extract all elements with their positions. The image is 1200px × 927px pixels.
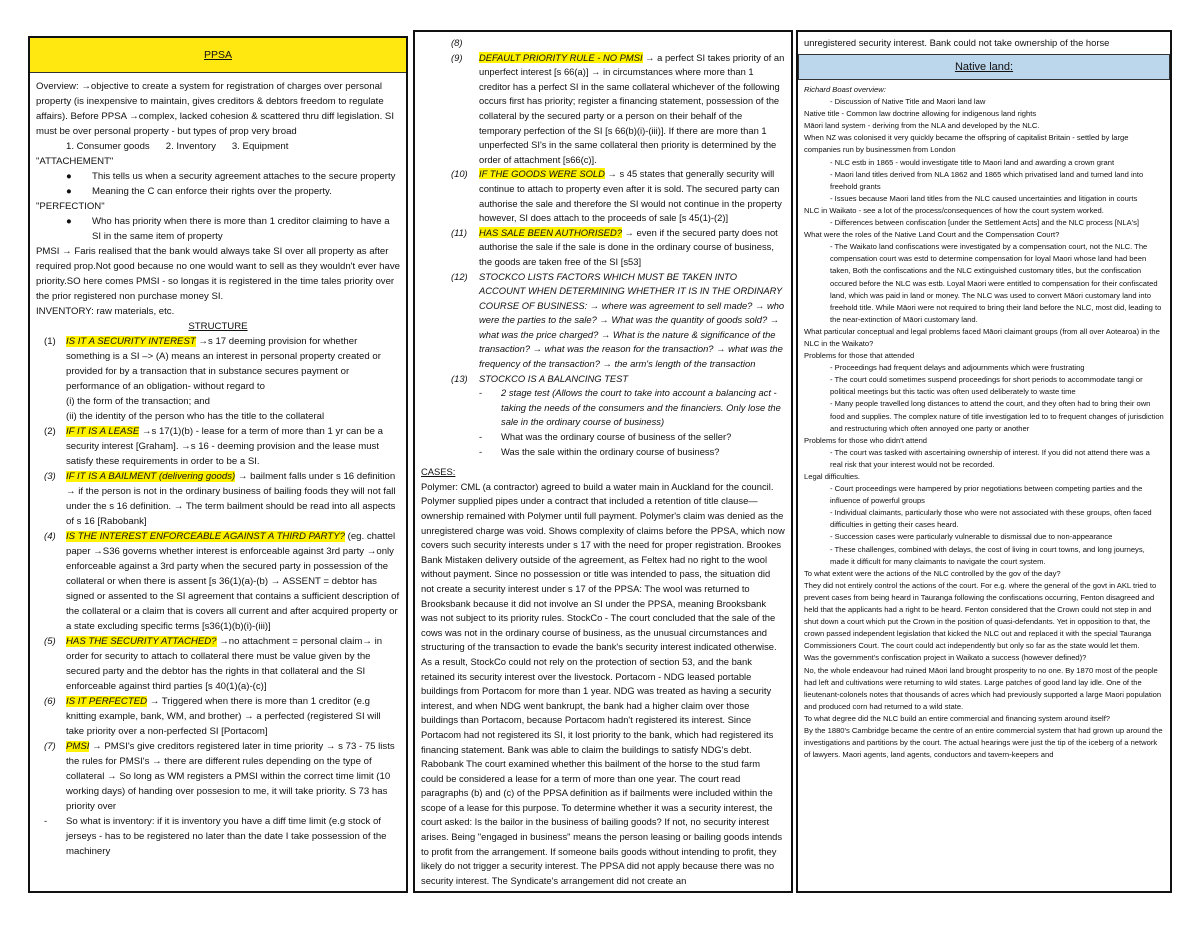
- sub-item: (i) the form of the transaction; and: [66, 396, 210, 407]
- column-priority: [413, 30, 793, 893]
- bullet-item: ● Who has priority when there is more than 1 creditor claiming to have a SI in the same item of property: [66, 216, 390, 242]
- question-line: No, the whole endeavour had ruined Māori land brought prosperity to no one. By 1870 most of the people had left and cultivations were returning to wild states. Large patches of good land lay idle. One of the lieutenant-colonels notes that thousands of acres which had previously supported a large Maori population and produced corn had returned to a wild state.: [804, 665, 1162, 711]
- cases-text: Polymer: CML (a contractor) agreed to build a water main in Auckland for the council. Polymer supplied pipes under a contract that included a retention of title clause—ownership remained with Polymer until full payment. Polymer's claim was denied as the unregistered charge was void. Shows complexity of claims before the PPSA, which now covers such security interests under s 17 with the need for proper registration. Brookes Bank Mistaken delivery outside of the agreement, as Feltex had no right to the wool without payment. Since no possession or title was intended to pass, the situation did not create a security interest under s 17 of the PPSA: The wool was returned to Brooksbank because it did not involve an SI under the PPSA, meaning Brooksbank was not subject to its priority rules. StockCo - The court concluded that the sale of the cows was not in the ordinary course of business, as the unusual circumstances and structuring of the transaction to evade the bank's security interest indicated otherwise. As a result, StockCo could not rely on the protection of section 53, and the bank retained its security interest over the livestock. Portacom - NDG leased portable buildings from Portacom for more than 1 year. NDG was treated as having a security interest, and when NDG went bankrupt, the bank had a higher claim over those buildings than Portacom, because Portacom hadn't registered its interest. Since Portacom had not registered its SI, it lost priority to the bank, which had registered its financing statement. Bank was able to claim the buildings to satisfy NDG's debt. Rabobank The court examined whether this bailment of the horse to the stud farm could be considered a lease for a term of more than one year. The court read paragraphs (b) and (c) of the PPSA definition as if bailments were included within the scope of a lease for this purpose. To determine whether it was a security interest, the court asked: Is the bailor in the business of bailing goods? If not, no security interest arises. Being "engaged in business" means the person leasing or bailing goods intends to profit from the arrangement. If someone bails goods without intending to profit, they likely do not trigger a security interest. The PPSA did not apply because there was no security interest. The Syndicate's arrangement did not create an: [421, 480, 785, 886]
- dash-item: - 2 stage test (Allows the court to take into account a balancing act - taking the needs of the consumers and the financiers. Only lose the sale in the ordinary course of business): [479, 387, 781, 428]
- column-ppsa: [28, 36, 408, 893]
- structure-item: (8): [451, 37, 463, 48]
- question-line: What particular conceptual and legal problems faced Māori claimant groups (from all over Aotearoa) in the NLC in the Waikato?: [804, 326, 1160, 348]
- text-line: Māori land system - deriving from the NLA and developed by the NLC.: [804, 121, 1040, 131]
- text-line: Was the government's confiscation project in Waikato a success (however defined)?: [804, 653, 1087, 663]
- dash-item: - So what is inventory: if it is inventory you have a diff time limit (e.g stock of jerseys - has to be registered no later than the date I take possession of the machinery: [44, 816, 387, 857]
- text-line: - The court could sometimes suspend proceedings for short periods to accommodate tangi or political meetings but this tactic was often used deliberately to waste time: [830, 375, 1143, 397]
- dash-item: - What was the ordinary course of business of the seller?: [479, 431, 732, 443]
- structure-item: (4) IS THE INTEREST ENFORCEABLE AGAINST A THIRD PARTY? (eg. chattel paper →S36 governs whether interest is enforceable against 3rd party →only enforceable against a 3rd party when the secured party in possession of the collateral or when there is assent [s 36(1)(a)-(b) → ASSENT = debtor has signed or assented to the SI agreement that contains a sufficient description of the collateral or a claim that is covers all current and after acquired property or a state excluding specific terms [s36(1)(b)(i)-(iii)]: [44, 531, 400, 632]
- text-line: - Discussion of Native Title and Maori land law: [830, 97, 986, 107]
- dash-item: - Was the sale within the ordinary course of business?: [479, 445, 720, 457]
- text-line: - The court was tasked with ascertaining ownership of interest. If you did not attend there was a real risk that your interest would not be recorded.: [830, 447, 1150, 469]
- subheading: Richard Boast overview:: [804, 85, 886, 94]
- text-line: - Court proceedings were hampered by prior negotiations between competing parties and the influence of powerful groups: [830, 484, 1143, 506]
- structure-item: (9) DEFAULT PRIORITY RULE - NO PMSI → a perfect SI takes priority of an unperfect interest [s 66(a)] → in circumstances where more than 1 creditor has a perfect SI in the same collateral whichever of the following occurs first has priority; register a financing statement, possession of the collateral by the secured party or a person on their behalf of the temporary perfection of the SI [s 66(b)(i)-(iii)]. If there are more than 1 unperfected SI's in the same collateral then priority is determined by the order of attachment [s66(c)].: [451, 51, 785, 165]
- structure-item: (13) STOCKCO IS A BALANCING TEST: [451, 372, 629, 384]
- overview-text: Overview: →objective to create a system for registration of charges over personal property (is inexpensive to maintain, gives creditors & debtors freedom to regulate affairs). Before PPSA →complex, lacked cohesion & scattered thru diff legislation. SI must be over personal property - but types of prop very broad: [36, 81, 394, 137]
- structure-item: (7) PMSI → PMSI's give creditors registered later in time priority → s 73 - 75 lists the rules for PMSI's → there are different rules depending on the type of collateral → So long as WM registers a PMSI within the correct time limit (10 working days) of handing over possesion to me, it will take priority. S 73 has priority over: [44, 741, 395, 812]
- text-line: Problems for those that attended: [804, 351, 915, 361]
- text-line: Native title - Common law doctrine allowing for indigenous land rights: [804, 109, 1037, 119]
- bullet-item: ● Meaning the C can enforce their rights over the property.: [66, 186, 332, 197]
- pmsi-text: PMSI → Faris realised that the bank would always take SI over all property as after required prop.Not good because no one would want to sell as they wouldn't ever have priority.SO here comes PMSI - so longas it is registered in the time tales priority over the prior registered non purchase money SI.: [36, 246, 400, 302]
- question-line: What were the roles of the Native Land Court and the Compensation Court?: [804, 230, 1060, 240]
- question-line: They did not entirely control the actions of the court. For e.g. where the general of the govt in AKL tried to prevent cases from being heard in Tauranga following the confiscations occurring, Fenton disagreed and held that the applicants had a right to be heard. Fenton considered that the Crown could not step in and shut down a court which put the Crown in the position of quasi-defendants. Yet in opposition to that, the crown passed independent legislation that kicked the NLC out and replaced it with the special Tauranga Commissioners Court. The court could act independently but only so far as the state would let them.: [804, 580, 1157, 651]
- text-line: Legal difficulties.: [804, 472, 861, 481]
- question-line: By the 1880's Cambridge became the centre of an entire commercial system that had grown up around the investigations and partitions by the court. The actual hearings were just the tip of the iceberg of a network of lawyers. Maori agents, land agents, conductors and tavern-keepers and: [804, 725, 1163, 760]
- attachment-heading: "ATTACHEMENT": [36, 156, 114, 167]
- text-line: - Succession cases were particularly vulnerable to dismissal due to non-appearance: [830, 532, 1113, 542]
- text-line: - Individual claimants, particularly those who were not associated with these groups, often faced difficulties in getting their cases heard.: [830, 508, 1152, 530]
- column-native-land: [796, 30, 1172, 893]
- structure-item: (2) IF IT IS A LEASE →s 17(1)(b) - lease for a term of more than 1 yr can be a security interest [Graham]. →s 16 - deeming provision and the lease must satisfy these requirements in order to be a SI.: [44, 426, 383, 467]
- cases-heading: CASES:: [421, 466, 456, 478]
- ppsa-title: PPSA: [30, 38, 406, 73]
- structure-heading: STRUCTURE: [188, 321, 248, 332]
- structure-item: (3) IF IT IS A BAILMENT (delivering goods) → bailment falls under s 16 definition → if the person is not in the ordinary business of bailing foods they will not fall under the s 16 definition. → The term bailment should be read into all aspects of s 16 [Rabobank]: [44, 471, 396, 527]
- text-line: To what degree did the NLC build an entire commercial and financing system around itself?: [804, 713, 1111, 723]
- structure-item: (6) IS IT PERFECTED → Triggered when there is more than 1 creditor (e.g knitting example, bank, WM, and brother) → a perfected (registered SI will take priority over a non-perfected SI [Portacom]: [44, 696, 381, 737]
- type-item: 3. Equipment: [231, 141, 289, 152]
- text-line: - Many people travelled long distances to attend the court, and they often had to bring their own food and supplies. The complex nature of title investigation led to to frequent changes of jurisdiction and restructuring which often annoyed one party or another: [830, 399, 1164, 433]
- ppsa-body: [30, 73, 406, 859]
- text-line: - These challenges, combined with delays, the cost of living in court towns, and long journeys, made it difficult for many claimants to navigate the court system.: [830, 544, 1145, 566]
- priority-body: [415, 32, 791, 888]
- text-line: - Issues because Maori land titles from the NLC caused uncertainties and litigation in courts: [830, 193, 1138, 203]
- text-line: - NLC estb in 1865 - would investigate title to Maori land and awarding a crown grant: [830, 157, 1115, 167]
- structure-item: (5) HAS THE SECURITY ATTACHED? →no attachment = personal claim→ in order for security to attach to collateral there must be value given by the secured party and the debtor has the rights in that collateral and the SI enforceable against third parties [s 40(1)(a)-(c)]: [44, 636, 383, 692]
- text-line: When NZ was colonised it very quickly became the offspring of capitalist Britain - settled by large companies run by businessmen from London: [804, 133, 1129, 155]
- perfection-heading: "PERFECTION": [36, 201, 105, 212]
- type-item: 1. Consumer goods: [66, 141, 150, 152]
- native-land-body: [798, 80, 1170, 761]
- continued-text: unregistered security interest. Bank could not take ownership of the horse: [804, 37, 1110, 48]
- text-line: Problems for those who didn't attend: [804, 435, 928, 445]
- text-line: - Differences between confiscation [under the Settlement Acts] and the NLC process [NLA's]: [830, 218, 1140, 228]
- native-land-title: Native land:: [798, 54, 1170, 80]
- bullet-item: ● This tells us when a security agreement attaches to the secure property: [66, 171, 396, 182]
- text-line: To what extent were the actions of the NLC controlled by the gov of the day?: [804, 568, 1061, 578]
- type-item: 2. Inventory: [165, 141, 216, 152]
- text-line: - Proceedings had frequent delays and adjournments which were frustrating: [830, 363, 1085, 373]
- structure-item: (11) HAS SALE BEEN AUTHORISED? → even if the secured party does not authorise the sale if the sale is done in the ordinary course of business, the goods are taken free of the SI [s53]: [451, 226, 778, 267]
- text-line: - Maori land titles derived from NLA 1862 and 1865 which privatised land and turned land into freehold grants: [830, 169, 1144, 191]
- structure-item: (10) IF THE GOODS WERE SOLD → s 45 states that generally security will continue to attach to property even after it is sold. The secured party can authorise the sale and therefore the SI would not continue in the property however, SI does attach to the proceeds of sale [s 45(1)-(2)]: [451, 168, 782, 224]
- structure-item: (1) IS IT A SECURITY INTEREST →s 17 deeming provision for whether something is a SI –> (A) means an interest in personal property created or provided for by a transaction that in substance secures payment or performance of an obligation- without regard to: [44, 336, 381, 392]
- sub-item: (ii) the identity of the person who has the title to the collateral: [66, 411, 325, 422]
- inventory-text: INVENTORY: raw materials, etc.: [36, 306, 175, 317]
- structure-item: (12) STOCKCO LISTS FACTORS WHICH MUST BE TAKEN INTO ACCOUNT WHEN DETERMINING WHETHER IT IS IN THE ORDINARY COURSE OF BUSINESS: → where was agreement to sell made? → who were the parties to the sale? → What was the quantity of goods sold? → what was the price charged? → What is the nature & significance of the transaction? → what was the reason for the transaction? → what was the frequency of the transaction? → the arm's length of the transaction: [451, 270, 785, 370]
- text-line: - The Waikato land confiscations were investigated by a compensation court, not the NLC. The compensation court was estd to determine compensation for loyal Maori whose land had been taken, Both the confiscations and the NLC extinguished customary titles, but the confiscation occured before the NLC was estb. Loyal Maori were entitled to compensation for their confiscated land, which was paid in land or money. The NLC was used to convert Māori customary land into freehold title. While Māori were not required to bring their land before the NLC, most did, leading to the near-extinction of Māori customary land.: [830, 242, 1162, 324]
- property-types: [36, 139, 400, 154]
- text-line: NLC in Waikato - see a lot of the process/consequences of how the court system worked.: [804, 205, 1104, 215]
